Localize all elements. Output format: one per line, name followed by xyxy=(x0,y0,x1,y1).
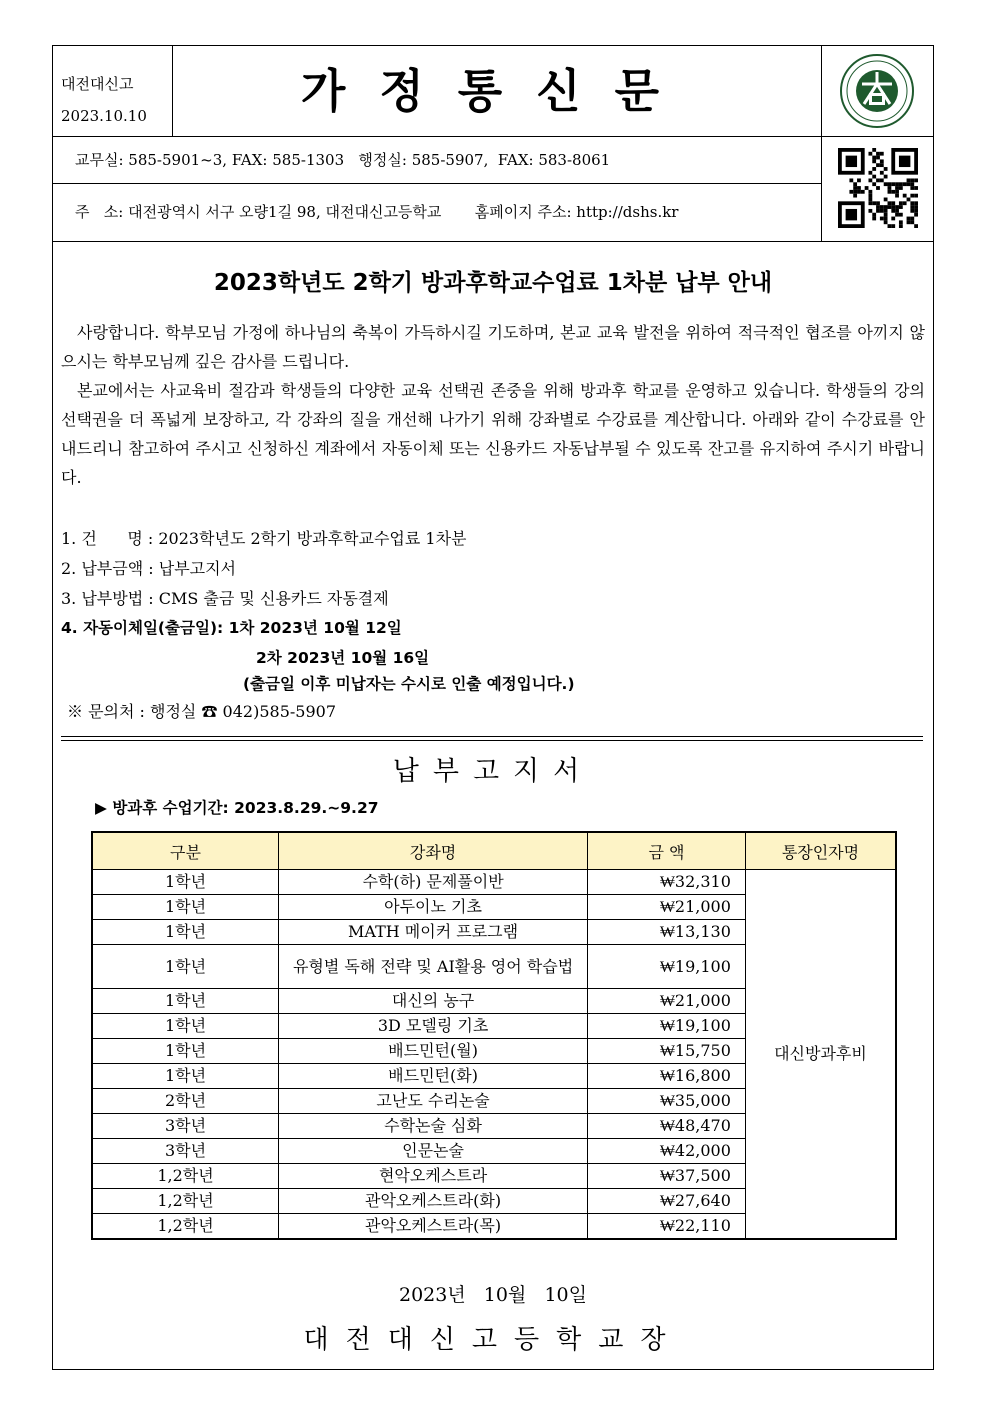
grade-cell: 3학년 xyxy=(92,1139,278,1164)
grade-cell: 1학년 xyxy=(92,1014,278,1039)
intro-paragraph: 사랑합니다. 학부모님 가정에 하나님의 축복이 가득하시길 기도하며, 본교 교육 발전을 위하여 적극적인 협조를 아끼지 않으시는 학부모님께 깊은 감사를 드립니다. xyxy=(61,323,925,371)
amount-cell: ₩21,000 xyxy=(588,989,746,1014)
qr-code[interactable] xyxy=(821,136,933,241)
item-transfer-date: 4. 자동이체일(출금일): 1차 2023년 10월 12일 xyxy=(61,619,402,637)
col-header-course: 강좌명 xyxy=(278,832,587,870)
item-method: 3. 납부방법 : CMS 출금 및 신용카드 자동결제 xyxy=(61,589,389,608)
grade-cell: 1,2학년 xyxy=(92,1189,278,1214)
amount-cell: ₩16,800 xyxy=(588,1064,746,1089)
fee-table xyxy=(91,831,897,1240)
page-title: 가정통신문 xyxy=(300,64,694,118)
amount-cell: ₩21,000 xyxy=(588,895,746,920)
amount-cell: ₩48,470 xyxy=(588,1114,746,1139)
item-transfer-date-2: 2차 2023년 10월 16일 xyxy=(256,649,430,667)
grade-cell: 1학년 xyxy=(92,1064,278,1089)
bill-title: 납부고지서 xyxy=(392,756,594,787)
issue-date-footer: 2023년 10월 10일 xyxy=(398,1284,587,1306)
course-cell: 3D 모델링 기초 xyxy=(278,1014,587,1039)
header xyxy=(53,46,933,137)
course-cell: 배드민턴(화) xyxy=(278,1064,587,1089)
contact-address-line: 주 소: 대전광역시 서구 오량1길 98, 대전대신고등학교 홈페이지 주소: http://dshs.kr xyxy=(75,203,679,221)
course-cell: 관악오케스트라(목) xyxy=(278,1214,587,1240)
amount-cell: ₩22,110 xyxy=(588,1214,746,1240)
contact-phone-line: 교무실: 585-5901~3, FAX: 585-1303 행정실: 585-5907, FAX: 583-8061 xyxy=(53,136,821,184)
course-cell: 수학논술 심화 xyxy=(278,1114,587,1139)
school-logo xyxy=(821,46,933,136)
principal-signature: 대전대신고등학교장 xyxy=(303,1325,683,1355)
col-header-amount: 금 액 xyxy=(588,832,746,870)
course-cell: 아두이노 기초 xyxy=(278,895,587,920)
course-cell: 고난도 수리논술 xyxy=(278,1089,587,1114)
account-name-cell: 대신방과후비 xyxy=(745,870,896,1240)
course-cell: 관악오케스트라(화) xyxy=(278,1189,587,1214)
amount-cell: ₩42,000 xyxy=(588,1139,746,1164)
amount-cell: ₩13,130 xyxy=(588,920,746,945)
amount-cell: ₩35,000 xyxy=(588,1089,746,1114)
grade-cell: 1,2학년 xyxy=(92,1214,278,1240)
grade-cell: 2학년 xyxy=(92,1089,278,1114)
issue-date: 2023.10.10 xyxy=(61,107,147,125)
body-paragraph: 본교에서는 사교육비 절감과 학생들의 다양한 교육 선택권 존중을 위해 방과후 학교를 운영하고 있습니다. 학생들의 강의 선택권을 더 폭넓게 보장하고, 각 강좌의 질을 개선해 나가기 위해 강좌별로 수강료를 계산합니다. 아래와 같이 수강료를 안내드리니 참고하여 주시고 신청하신 계좌에서 자동이체 또는 신용카드 자동납부될 수 있도록 잔고를 유지하여 주시기 바랍니다. xyxy=(61,381,925,487)
course-cell: 대신의 농구 xyxy=(278,989,587,1014)
grade-cell: 1학년 xyxy=(92,895,278,920)
course-cell: 인문논술 xyxy=(278,1139,587,1164)
school-emblem-icon xyxy=(822,46,932,136)
grade-cell: 1학년 xyxy=(92,1039,278,1064)
notice-frame xyxy=(52,45,934,1370)
course-cell: 현악오케스트라 xyxy=(278,1164,587,1189)
grade-cell: 1학년 xyxy=(92,920,278,945)
amount-cell: ₩19,100 xyxy=(588,945,746,989)
course-cell: MATH 메이커 프로그램 xyxy=(278,920,587,945)
course-cell: 유형별 독해 전략 및 AI활용 영어 학습법 xyxy=(278,945,587,989)
grade-cell: 3학년 xyxy=(92,1114,278,1139)
grade-cell: 1학년 xyxy=(92,989,278,1014)
col-header-grade: 구분 xyxy=(92,832,278,870)
amount-cell: ₩15,750 xyxy=(588,1039,746,1064)
qr-code-icon xyxy=(838,148,918,228)
school-short: 대전대신고 xyxy=(61,75,134,93)
document-title: 2023학년도 2학기 방과후학교수업료 1차분 납부 안내 xyxy=(213,270,773,296)
col-header-account: 통장인자명 xyxy=(745,832,896,870)
course-cell: 수학(하) 문제풀이반 xyxy=(278,870,587,895)
table-row xyxy=(92,870,896,895)
header-meta xyxy=(53,46,173,136)
item-amount: 2. 납부금액 : 납부고지서 xyxy=(61,559,237,578)
grade-cell: 1,2학년 xyxy=(92,1164,278,1189)
class-period: ▶ 방과후 수업기간: 2023.8.29.~9.27 xyxy=(95,799,379,817)
item-subject: 1. 건 명 : 2023학년도 2학기 방과후학교수업료 1차분 xyxy=(61,529,467,548)
section-divider xyxy=(61,736,923,741)
grade-cell: 1학년 xyxy=(92,870,278,895)
course-cell: 배드민턴(월) xyxy=(278,1039,587,1064)
item-note: (출금일 이후 미납자는 수시로 인출 예정입니다.) xyxy=(243,675,575,693)
amount-cell: ₩19,100 xyxy=(588,1014,746,1039)
amount-cell: ₩27,640 xyxy=(588,1189,746,1214)
amount-cell: ₩32,310 xyxy=(588,870,746,895)
inquiry-contact: ※ 문의처 : 행정실 ☎ 042)585-5907 xyxy=(67,702,337,721)
grade-cell: 1학년 xyxy=(92,945,278,989)
amount-cell: ₩37,500 xyxy=(588,1164,746,1189)
